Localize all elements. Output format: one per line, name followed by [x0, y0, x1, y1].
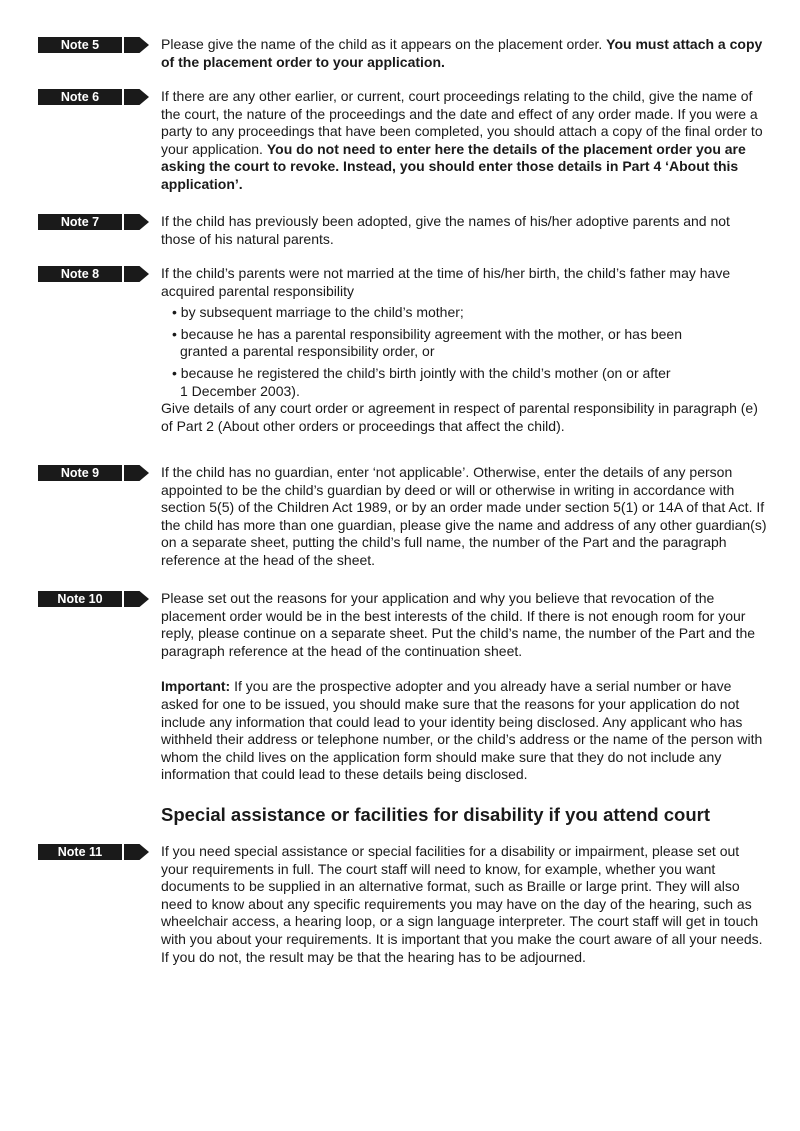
note-tag: Note 5 [38, 37, 122, 53]
note-intro: If the child’s parents were not married at the time of his/her birth, the child’s father may have acquired parental responsibility [161, 265, 731, 299]
list-item: • because he has a parental responsibility agreement with the mother, or has been granted a parental responsibility order, or [172, 325, 682, 360]
note-5 [38, 37, 768, 71]
note-text: Please set out the reasons for your application and why you believe that revocation of the placement order would be in the best interests of the child. If there is not enough room for your reply, please continue on a separate sheet. Put the child’s name, the number of the Part and the paragraph reference at the head of the continuation sheet. [161, 590, 756, 659]
note-text: If you need special assistance or special facilities for a disability or impairment, please set out your requirements in full. The court staff will need to know, for example, whether you want documents to be supplied in an alternative format, such as Braille or large print. They will also need to know about any specific requirements you may have on the day of the hearing, such as wheelchair access, a hearing loop, or a sign language interpreter. The court staff will get in touch with you about your requirements. It is important that you make the court aware of all your needs. If you do not, the result may be that the hearing has to be adjourned. [161, 843, 763, 965]
list-item: • because he registered the child’s birth jointly with the child’s mother (on or after 1 December 2003). [172, 364, 671, 399]
note-text: If there are any other earlier, or current, court proceedings relating to the child, give the name of the court, the nature of the proceedings and the date and effect of any order made. If you were a party to any proceedings that have been completed, you should attach a copy of the final order to your application. You do not need to enter here the details of the placement order you are asking the court to revoke. Instead, you should enter those details in Part 4 ‘About this application’. [161, 88, 763, 192]
note-text: Please give the name of the child as it appears on the placement order. You must attach a copy of the placement order to your application. [161, 36, 763, 70]
note-tag: Note 10 [38, 591, 122, 607]
arrow-right-icon [124, 465, 149, 481]
note-tag: Note 7 [38, 214, 122, 230]
note-11 [38, 844, 768, 966]
arrow-right-icon [124, 37, 149, 53]
note-tag: Note 8 [38, 266, 122, 282]
note-8 [38, 266, 768, 435]
list-item: • by subsequent marriage to the child’s mother; [172, 304, 464, 321]
note-tag: Note 11 [38, 844, 122, 860]
important-notice: Important: If you are the prospective adopter and you already have a serial number or have asked for one to be issued, you should make sure that the reasons for your application do not include any information that could lead to your identity being disclosed. Any applicant who has withheld their address or telephone number, or the child’s address or the name of the person with whom the child lives on the application form should make sure that they do not include any information that could lead to these details being disclosed. [161, 678, 763, 783]
note-tag: Note 6 [38, 89, 122, 105]
arrow-right-icon [124, 844, 149, 860]
arrow-right-icon [124, 591, 149, 607]
note-text: If the child has previously been adopted, give the names of his/her adoptive parents and not those of his natural parents. [161, 213, 730, 247]
note-9 [38, 465, 768, 570]
note-outro: Give details of any court order or agreement in respect of parental responsibility in paragraph (e) of Part 2 (About other orders or proceedings that affect the child). [161, 400, 758, 434]
arrow-right-icon [124, 266, 149, 282]
note-text: If the child has no guardian, enter ‘not applicable’. Otherwise, enter the details of any person appointed to be the child’s guardian by deed or will or otherwise in writing in accordance with section 5(5) of the Children Act 1989, or by an order made under section 5(1) or 14A of that Act. If the child has more than one guardian, please give the name and address of any other guardian(s) on a separate sheet, putting the child’s full name, the number of the Part and the paragraph reference at the head of the sheet. [161, 464, 767, 568]
note-10 [38, 591, 768, 784]
section-heading: Special assistance or facilities for disability if you attend court [161, 804, 710, 825]
arrow-right-icon [124, 89, 149, 105]
note-7 [38, 214, 768, 248]
note-tag: Note 9 [38, 465, 122, 481]
note-6 [38, 89, 768, 194]
arrow-right-icon [124, 214, 149, 230]
